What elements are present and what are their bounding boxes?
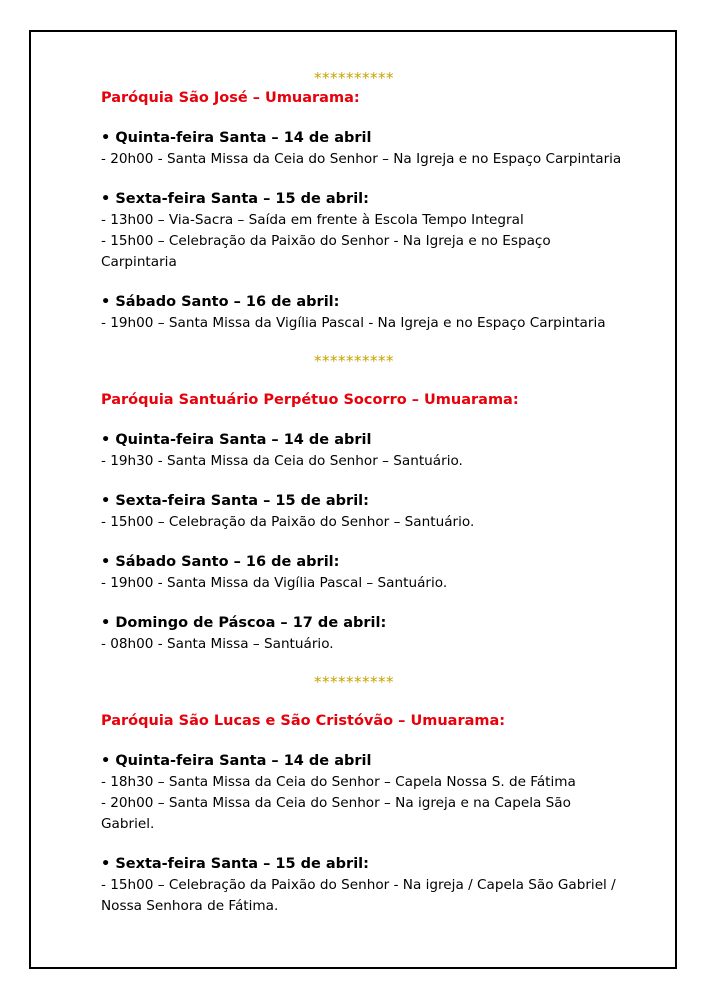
day-heading: • Domingo de Páscoa – 17 de abril: <box>101 615 387 631</box>
schedule-line: - 19h00 – Santa Missa da Vigília Pascal - Na Igreja e no Espaço Carpintaria <box>101 315 606 331</box>
schedule-line: - 13h00 – Via-Sacra – Saída em frente à Escola Tempo Integral <box>101 212 524 228</box>
schedule-line: - 19h30 - Santa Missa da Ceia do Senhor – Santuário. <box>101 453 463 469</box>
day-heading: • Sábado Santo – 16 de abril: <box>101 294 340 310</box>
schedule-line: - 20h00 – Santa Missa da Ceia do Senhor – Na igreja e na Capela São <box>101 795 571 811</box>
schedule-line: - 08h00 - Santa Missa – Santuário. <box>101 636 334 652</box>
day-heading: • Quinta-feira Santa – 14 de abril <box>101 432 372 448</box>
schedule-line: - 15h00 – Celebração da Paixão do Senhor - Na igreja / Capela São Gabriel / <box>101 877 616 893</box>
schedule-line: - 20h00 - Santa Missa da Ceia do Senhor – Na Igreja e no Espaço Carpintaria <box>101 151 622 167</box>
separator-stars: ********** <box>314 673 394 691</box>
parish-title: Paróquia São José – Umuarama: <box>101 90 360 106</box>
schedule-line: - 15h00 – Celebração da Paixão do Senhor – Santuário. <box>101 514 475 530</box>
day-heading: • Quinta-feira Santa – 14 de abril <box>101 130 372 146</box>
schedule-line: - 18h30 – Santa Missa da Ceia do Senhor – Capela Nossa S. de Fátima <box>101 774 576 790</box>
parish-title: Paróquia Santuário Perpétuo Socorro – Umuarama: <box>101 392 519 408</box>
day-heading: • Sábado Santo – 16 de abril: <box>101 554 340 570</box>
separator-stars: ********** <box>314 69 394 87</box>
separator-stars: ********** <box>314 352 394 370</box>
schedule-content <box>101 68 661 917</box>
schedule-line: Gabriel. <box>101 816 155 832</box>
day-heading: • Quinta-feira Santa – 14 de abril <box>101 753 372 769</box>
parish-title: Paróquia São Lucas e São Cristóvão – Umuarama: <box>101 713 506 729</box>
day-heading: • Sexta-feira Santa – 15 de abril: <box>101 856 369 872</box>
day-heading: • Sexta-feira Santa – 15 de abril: <box>101 191 369 207</box>
day-heading: • Sexta-feira Santa – 15 de abril: <box>101 493 369 509</box>
schedule-line: - 15h00 – Celebração da Paixão do Senhor - Na Igreja e no Espaço <box>101 233 551 249</box>
schedule-line: - 19h00 - Santa Missa da Vigília Pascal – Santuário. <box>101 575 448 591</box>
schedule-line: Nossa Senhora de Fátima. <box>101 898 279 914</box>
schedule-line: Carpintaria <box>101 254 177 270</box>
